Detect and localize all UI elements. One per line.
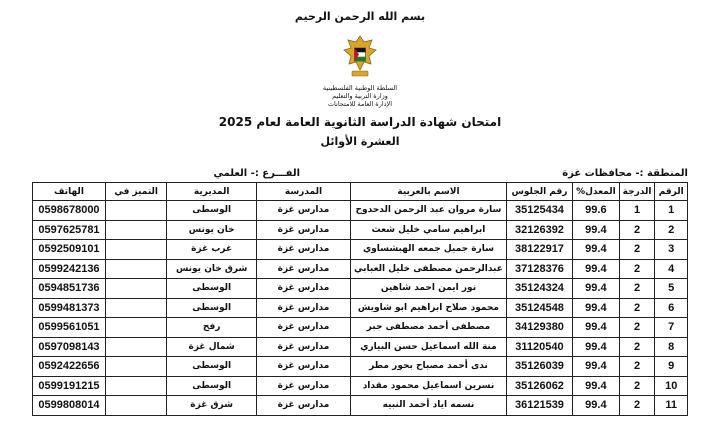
- ministry-line: السلطة الوطنية الفلسطينية: [322, 84, 398, 92]
- col-distinction: التميز في: [105, 183, 167, 201]
- cell-score: 99.6: [573, 201, 620, 221]
- cell-school: مدارس غزة: [256, 357, 350, 377]
- cell-rank: 2: [619, 357, 655, 377]
- ministry-block: [0, 84, 720, 108]
- cell-directorate: رفح: [167, 318, 256, 338]
- cell-score: 99.4: [573, 298, 620, 318]
- cell-distinction: [105, 240, 167, 260]
- cell-name: عبدالرحمن مصطفى خليل العبابي: [351, 259, 507, 279]
- cell-name: نسرين اسماعيل محمود مقداد: [351, 376, 507, 396]
- cell-distinction: [105, 396, 167, 416]
- cell-seat-number: 32126392: [506, 220, 572, 240]
- col-number: الرقم: [655, 183, 688, 201]
- cell-school: مدارس غزة: [256, 240, 350, 260]
- cell-name: نسمه اياد أحمد النبيه: [351, 396, 507, 416]
- cell-phone: 0599191215: [33, 376, 106, 396]
- cell-phone: 0598678000: [33, 201, 106, 221]
- cell-rank: 2: [619, 396, 655, 416]
- cell-number: 11: [655, 396, 688, 416]
- cell-seat-number: 34129380: [506, 318, 572, 338]
- cell-phone: 0599481373: [33, 298, 106, 318]
- cell-score: 99.4: [573, 376, 620, 396]
- cell-distinction: [105, 376, 167, 396]
- cell-seat-number: 38122917: [506, 240, 572, 260]
- cell-directorate: شرق خان يونس: [167, 259, 256, 279]
- cell-rank: 2: [619, 220, 655, 240]
- cell-directorate: شمال غزة: [167, 337, 256, 357]
- cell-score: 99.4: [573, 337, 620, 357]
- cell-directorate: شرق غزة: [167, 396, 256, 416]
- eagle-emblem-icon: [342, 32, 378, 80]
- col-score: المعدل%: [573, 183, 620, 201]
- ministry-line: وزارة التربية والتعليم: [332, 92, 388, 100]
- cell-score: 99.4: [573, 279, 620, 299]
- cell-number: 10: [655, 376, 688, 396]
- cell-distinction: [105, 279, 167, 299]
- cell-seat-number: 36121539: [506, 396, 572, 416]
- table-row: [33, 337, 688, 357]
- cell-seat-number: 35124324: [506, 279, 572, 299]
- cell-name: ندى أحمد مصباح بحور مطر: [351, 357, 507, 377]
- cell-rank: 2: [619, 240, 655, 260]
- cell-phone: 0597098143: [33, 337, 106, 357]
- col-seat-number: رقم الجلوس: [506, 183, 572, 201]
- cell-score: 99.4: [573, 259, 620, 279]
- cell-distinction: [105, 318, 167, 338]
- region-label: المنطقة :- محافظات غزة: [562, 168, 688, 179]
- cell-directorate: الوسطى: [167, 298, 256, 318]
- cell-score: 99.4: [573, 396, 620, 416]
- page-title: امتحان شهادة الدراسة الثانوية العامة لعام 2025: [218, 115, 502, 129]
- cell-phone: 0599561051: [33, 318, 106, 338]
- cell-seat-number: 35124548: [506, 298, 572, 318]
- cell-name: منة الله اسماعيل حسن البياري: [351, 337, 507, 357]
- cell-name: نور ايمن احمد شاهين: [351, 279, 507, 299]
- cell-name: سارة جميل جمعه الهبشساوي: [351, 240, 507, 260]
- cell-directorate: الوسطى: [167, 376, 256, 396]
- cell-rank: 2: [619, 279, 655, 299]
- cell-number: 9: [655, 357, 688, 377]
- results-table: [32, 182, 688, 416]
- cell-score: 99.4: [573, 220, 620, 240]
- table-row: [33, 240, 688, 260]
- cell-directorate: خان يونس: [167, 220, 256, 240]
- cell-school: مدارس غزة: [256, 396, 350, 416]
- cell-seat-number: 31120540: [506, 337, 572, 357]
- cell-distinction: [105, 357, 167, 377]
- cell-distinction: [105, 201, 167, 221]
- cell-school: مدارس غزة: [256, 376, 350, 396]
- cell-name: سارة مروان عبد الرحمن الدحدوح: [351, 201, 507, 221]
- cell-distinction: [105, 220, 167, 240]
- cell-number: 3: [655, 240, 688, 260]
- table-row: [33, 396, 688, 416]
- cell-score: 99.4: [573, 318, 620, 338]
- table-row: [33, 376, 688, 396]
- cell-directorate: غرب غزة: [167, 240, 256, 260]
- col-directorate: المديرية: [167, 183, 256, 201]
- cell-school: مدارس غزة: [256, 298, 350, 318]
- col-name: الاسم بالعربية: [351, 183, 507, 201]
- table-row: [33, 357, 688, 377]
- branch-label: الفـــرع :- العلمي: [213, 168, 300, 179]
- cell-directorate: الوسطى: [167, 201, 256, 221]
- cell-rank: 2: [619, 337, 655, 357]
- ministry-line: الإدارة العامة للامتحانات: [327, 100, 393, 108]
- bismillah: بسم الله الرحمن الرحيم: [294, 10, 426, 23]
- cell-rank: 2: [619, 376, 655, 396]
- cell-distinction: [105, 337, 167, 357]
- cell-seat-number: 35126062: [506, 376, 572, 396]
- cell-name: مصطفى أحمد مصطفى جبر: [351, 318, 507, 338]
- cell-number: 1: [655, 201, 688, 221]
- cell-distinction: [105, 259, 167, 279]
- col-school: المدرسة: [256, 183, 350, 201]
- cell-rank: 2: [619, 259, 655, 279]
- cell-number: 2: [655, 220, 688, 240]
- table-row: [33, 318, 688, 338]
- cell-number: 8: [655, 337, 688, 357]
- cell-school: مدارس غزة: [256, 220, 350, 240]
- cell-directorate: الوسطى: [167, 357, 256, 377]
- cell-rank: 2: [619, 318, 655, 338]
- table-header-row: [33, 183, 688, 201]
- cell-phone: 0592509101: [33, 240, 106, 260]
- page-subtitle: العشرة الأوائل: [320, 135, 400, 148]
- cell-seat-number: 37128376: [506, 259, 572, 279]
- table-row: [33, 279, 688, 299]
- table-row: [33, 201, 688, 221]
- cell-rank: 2: [619, 298, 655, 318]
- cell-number: 7: [655, 318, 688, 338]
- cell-distinction: [105, 298, 167, 318]
- cell-number: 5: [655, 279, 688, 299]
- cell-seat-number: 35125434: [506, 201, 572, 221]
- cell-phone: 0599808014: [33, 396, 106, 416]
- cell-phone: 0597625781: [33, 220, 106, 240]
- cell-number: 6: [655, 298, 688, 318]
- cell-number: 4: [655, 259, 688, 279]
- cell-school: مدارس غزة: [256, 259, 350, 279]
- cell-score: 99.4: [573, 357, 620, 377]
- cell-name: محمود صلاح ابراهيم ابو شاويش: [351, 298, 507, 318]
- cell-score: 99.4: [573, 240, 620, 260]
- cell-phone: 0592422656: [33, 357, 106, 377]
- col-phone: الهاتف: [33, 183, 106, 201]
- table-row: [33, 259, 688, 279]
- cell-rank: 1: [619, 201, 655, 221]
- cell-name: ابراهيم سامي خليل شعث: [351, 220, 507, 240]
- cell-phone: 0599242136: [33, 259, 106, 279]
- cell-school: مدارس غزة: [256, 337, 350, 357]
- cell-school: مدارس غزة: [256, 279, 350, 299]
- cell-phone: 0594851736: [33, 279, 106, 299]
- cell-school: مدارس غزة: [256, 318, 350, 338]
- cell-seat-number: 35126039: [506, 357, 572, 377]
- cell-directorate: الوسطى: [167, 279, 256, 299]
- cell-school: مدارس غزة: [256, 201, 350, 221]
- col-rank: الدرجة: [619, 183, 655, 201]
- table-row: [33, 298, 688, 318]
- table-row: [33, 220, 688, 240]
